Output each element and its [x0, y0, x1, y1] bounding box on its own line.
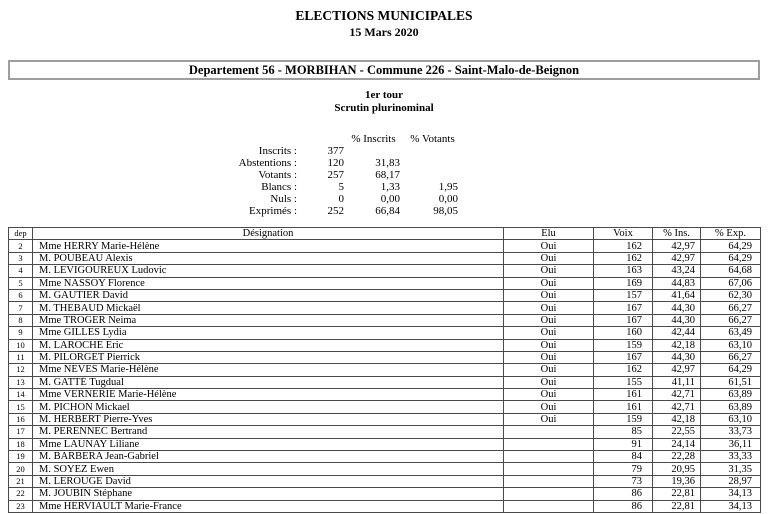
cell-pct-ins: 20,95: [653, 463, 701, 475]
cell-dep: 10: [9, 339, 33, 351]
table-row: [9, 451, 761, 463]
summary-pct-inscrits: 68,17: [375, 169, 400, 181]
results-header-pct-exp: % Exp.: [701, 228, 761, 240]
cell-designation: Mme NEVES Marie-Hélène: [33, 364, 504, 376]
results-table: [8, 227, 761, 513]
cell-designation: M. BARBERA Jean-Gabriel: [33, 451, 504, 463]
summary-pct-votants: [403, 157, 462, 169]
summary-pct-votants: 98,05: [433, 205, 458, 217]
cell-pct-exp: 64,29: [701, 364, 761, 376]
cell-voix: 86: [594, 500, 653, 512]
cell-pct-ins: 42,44: [653, 327, 701, 339]
table-row: [9, 252, 761, 264]
cell-designation: Mme NASSOY Florence: [33, 277, 504, 289]
summary-header-row: [160, 133, 462, 145]
cell-voix: 169: [594, 277, 653, 289]
cell-pct-ins: 42,71: [653, 389, 701, 401]
cell-elu: [504, 463, 594, 475]
summary-row: [160, 157, 462, 169]
cell-voix: 162: [594, 252, 653, 264]
cell-elu: Oui: [504, 327, 594, 339]
cell-pct-exp: 67,06: [701, 277, 761, 289]
cell-pct-ins: 22,81: [653, 500, 701, 512]
cell-dep: 22: [9, 488, 33, 500]
table-row: [9, 240, 761, 252]
summary-value: 120: [327, 157, 344, 169]
table-row: [9, 277, 761, 289]
summary-label: Blancs :: [261, 181, 297, 193]
table-row: [9, 289, 761, 301]
table-row: [9, 327, 761, 339]
cell-pct-exp: 64,68: [701, 265, 761, 277]
summary-body: [160, 145, 462, 217]
summary-pct-inscrits: 31,83: [375, 157, 400, 169]
summary-value: 5: [338, 181, 344, 193]
summary-header-spacer: [297, 133, 344, 145]
cell-pct-exp: 66,27: [701, 351, 761, 363]
cell-pct-exp: 34,13: [701, 500, 761, 512]
cell-elu: [504, 500, 594, 512]
cell-dep: 2: [9, 240, 33, 252]
cell-voix: 73: [594, 475, 653, 487]
summary-row: [160, 205, 462, 217]
ballot-type-label: Scrutin plurinominal: [334, 101, 434, 114]
table-row: [9, 364, 761, 376]
cell-voix: 84: [594, 451, 653, 463]
cell-voix: 167: [594, 314, 653, 326]
cell-pct-exp: 63,49: [701, 327, 761, 339]
cell-pct-ins: 19,36: [653, 475, 701, 487]
cell-pct-exp: 64,29: [701, 240, 761, 252]
cell-designation: M. POUBEAU Alexis: [33, 252, 504, 264]
table-row: [9, 302, 761, 314]
page-date: 15 Mars 2020: [349, 25, 419, 39]
cell-pct-ins: 42,97: [653, 364, 701, 376]
summary-row: [160, 169, 462, 181]
results-header-elu: Elu: [504, 228, 594, 240]
summary-table: [160, 133, 462, 217]
cell-designation: M. LAROCHE Eric: [33, 339, 504, 351]
summary-label: Inscrits :: [258, 145, 297, 157]
cell-elu: Oui: [504, 240, 594, 252]
table-row: [9, 351, 761, 363]
cell-voix: 161: [594, 401, 653, 413]
summary-label: Exprimés :: [249, 205, 297, 217]
cell-designation: Mme HERVIAULT Marie-France: [33, 500, 504, 512]
results-header-designation: Désignation: [33, 228, 504, 240]
cell-elu: Oui: [504, 265, 594, 277]
cell-dep: 9: [9, 327, 33, 339]
cell-pct-exp: 66,27: [701, 302, 761, 314]
summary-value: 0: [338, 193, 344, 205]
cell-dep: 14: [9, 389, 33, 401]
cell-designation: M. PERENNEC Bertrand: [33, 426, 504, 438]
cell-pct-ins: 42,71: [653, 401, 701, 413]
cell-designation: M. HERBERT Pierre-Yves: [33, 413, 504, 425]
cell-voix: 157: [594, 289, 653, 301]
cell-pct-exp: 36,11: [701, 438, 761, 450]
table-row: [9, 463, 761, 475]
cell-pct-ins: 44,30: [653, 302, 701, 314]
summary-label: Abstentions :: [238, 157, 297, 169]
cell-elu: Oui: [504, 277, 594, 289]
cell-designation: M. THEBAUD Mickaël: [33, 302, 504, 314]
summary-value: 377: [327, 145, 344, 157]
department-banner-box: [8, 60, 760, 80]
cell-pct-exp: 33,73: [701, 426, 761, 438]
cell-elu: Oui: [504, 339, 594, 351]
cell-elu: Oui: [504, 289, 594, 301]
cell-dep: 5: [9, 277, 33, 289]
department-banner-text: Departement 56 - MORBIHAN - Commune 226 - Saint-Malo-de-Beignon: [188, 62, 580, 77]
cell-voix: 167: [594, 302, 653, 314]
cell-pct-exp: 63,89: [701, 389, 761, 401]
cell-elu: Oui: [504, 302, 594, 314]
cell-designation: M. LEROUGE David: [33, 475, 504, 487]
cell-elu: [504, 451, 594, 463]
summary-row: [160, 193, 462, 205]
cell-dep: 23: [9, 500, 33, 512]
cell-designation: Mme VERNERIE Marie-Hélène: [33, 389, 504, 401]
cell-voix: 161: [594, 389, 653, 401]
summary-pct-inscrits: 66,84: [375, 205, 400, 217]
cell-pct-exp: 31,35: [701, 463, 761, 475]
round-label: 1er tour: [365, 89, 403, 101]
summary-label: Nuls :: [270, 193, 297, 205]
cell-pct-ins: 42,18: [653, 413, 701, 425]
cell-pct-ins: 41,64: [653, 289, 701, 301]
cell-elu: Oui: [504, 314, 594, 326]
cell-elu: Oui: [504, 401, 594, 413]
table-row: [9, 475, 761, 487]
cell-pct-ins: 22,28: [653, 451, 701, 463]
summary-value: 252: [327, 205, 344, 217]
cell-designation: M. GATTÉ Tugdual: [33, 376, 504, 388]
cell-designation: Mme HERRY Marie-Hélène: [33, 240, 504, 252]
cell-elu: Oui: [504, 364, 594, 376]
cell-voix: 79: [594, 463, 653, 475]
cell-dep: 4: [9, 265, 33, 277]
summary-pct-votants: 1,95: [438, 181, 458, 193]
summary-pct-inscrits: 1,33: [380, 181, 400, 193]
results-header-pct-ins: % Ins.: [653, 228, 701, 240]
cell-dep: 7: [9, 302, 33, 314]
cell-elu: [504, 426, 594, 438]
cell-elu: Oui: [504, 252, 594, 264]
cell-designation: M. PICHON Mickael: [33, 401, 504, 413]
cell-dep: 18: [9, 438, 33, 450]
table-row: [9, 376, 761, 388]
cell-voix: 162: [594, 364, 653, 376]
cell-pct-ins: 44,83: [653, 277, 701, 289]
cell-elu: [504, 488, 594, 500]
cell-pct-ins: 42,18: [653, 339, 701, 351]
summary-header-pct-votants: % Votants: [410, 133, 455, 145]
summary-pct-inscrits: 0,00: [380, 193, 400, 205]
cell-designation: M. SOYEZ Ewen: [33, 463, 504, 475]
cell-designation: M. GAUTIER David: [33, 289, 504, 301]
cell-voix: 159: [594, 413, 653, 425]
page-title: ELECTIONS MUNICIPALES: [295, 8, 473, 23]
cell-elu: [504, 438, 594, 450]
cell-dep: 15: [9, 401, 33, 413]
cell-designation: M. PILORGET Pierrick: [33, 351, 504, 363]
cell-designation: Mme TROGER Neima: [33, 314, 504, 326]
summary-value: 257: [327, 169, 344, 181]
cell-pct-exp: 66,27: [701, 314, 761, 326]
cell-pct-ins: 42,97: [653, 240, 701, 252]
cell-pct-exp: 64,29: [701, 252, 761, 264]
cell-pct-ins: 44,30: [653, 351, 701, 363]
results-header-dep: dep: [9, 228, 33, 240]
cell-pct-exp: 63,10: [701, 339, 761, 351]
summary-pct-votants: 0,00: [438, 193, 458, 205]
cell-designation: Mme LAUNAY Liliane: [33, 438, 504, 450]
cell-voix: 167: [594, 351, 653, 363]
summary-row: [160, 145, 462, 157]
cell-dep: 8: [9, 314, 33, 326]
cell-dep: 6: [9, 289, 33, 301]
cell-dep: 20: [9, 463, 33, 475]
results-header-voix: Voix: [594, 228, 653, 240]
cell-designation: Mme GILLES Lydia: [33, 327, 504, 339]
cell-pct-ins: 41,11: [653, 376, 701, 388]
cell-elu: Oui: [504, 351, 594, 363]
results-header-row: [9, 228, 761, 240]
cell-elu: Oui: [504, 376, 594, 388]
cell-pct-ins: 44,30: [653, 314, 701, 326]
table-row: [9, 426, 761, 438]
table-row: [9, 413, 761, 425]
table-row: [9, 314, 761, 326]
cell-pct-exp: 63,89: [701, 401, 761, 413]
cell-pct-exp: 28,97: [701, 475, 761, 487]
cell-voix: 162: [594, 240, 653, 252]
table-row: [9, 438, 761, 450]
table-row: [9, 488, 761, 500]
results-body: [9, 240, 761, 513]
cell-dep: 3: [9, 252, 33, 264]
table-row: [9, 265, 761, 277]
cell-dep: 21: [9, 475, 33, 487]
cell-pct-ins: 22,55: [653, 426, 701, 438]
cell-pct-ins: 22,81: [653, 488, 701, 500]
cell-dep: 19: [9, 451, 33, 463]
cell-dep: 11: [9, 351, 33, 363]
summary-pct-votants: [403, 145, 462, 157]
cell-voix: 85: [594, 426, 653, 438]
cell-pct-ins: 42,97: [653, 252, 701, 264]
round-block: [0, 89, 768, 114]
cell-dep: 12: [9, 364, 33, 376]
table-row: [9, 389, 761, 401]
cell-designation: M. LEVIGOUREUX Ludovic: [33, 265, 504, 277]
summary-pct-inscrits: [344, 145, 403, 157]
cell-dep: 13: [9, 376, 33, 388]
summary-label: Votants :: [258, 169, 297, 181]
cell-pct-exp: 34,13: [701, 488, 761, 500]
cell-voix: 155: [594, 376, 653, 388]
cell-elu: Oui: [504, 389, 594, 401]
cell-elu: [504, 475, 594, 487]
cell-dep: 16: [9, 413, 33, 425]
table-row: [9, 500, 761, 512]
summary-header-pct-inscrits: % Inscrits: [351, 133, 396, 145]
summary-pct-votants: [403, 169, 462, 181]
cell-designation: M. JOUBIN Stéphane: [33, 488, 504, 500]
cell-pct-exp: 63,10: [701, 413, 761, 425]
cell-pct-exp: 33,33: [701, 451, 761, 463]
cell-dep: 17: [9, 426, 33, 438]
cell-elu: Oui: [504, 413, 594, 425]
cell-pct-exp: 62,30: [701, 289, 761, 301]
cell-pct-exp: 61,51: [701, 376, 761, 388]
cell-pct-ins: 43,24: [653, 265, 701, 277]
cell-voix: 159: [594, 339, 653, 351]
cell-voix: 91: [594, 438, 653, 450]
summary-header-spacer: [160, 133, 297, 145]
cell-voix: 160: [594, 327, 653, 339]
cell-voix: 163: [594, 265, 653, 277]
table-row: [9, 339, 761, 351]
cell-pct-ins: 24,14: [653, 438, 701, 450]
cell-voix: 86: [594, 488, 653, 500]
table-row: [9, 401, 761, 413]
summary-row: [160, 181, 462, 193]
